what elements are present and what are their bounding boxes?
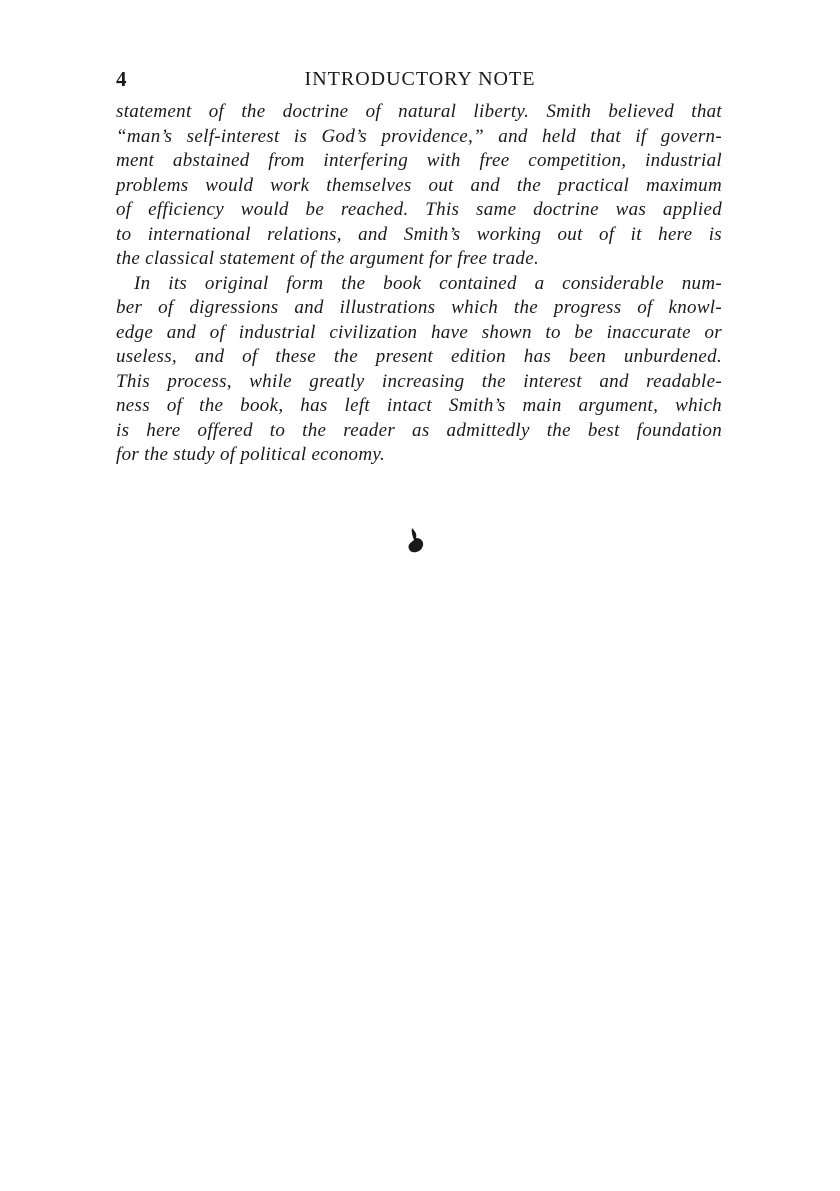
- running-head: INTRODUCTORY NOTE: [304, 68, 536, 90]
- text-line: edge and of industrial civilization have shown to be inaccurate or: [116, 321, 722, 343]
- text-line: for the study of political economy.: [116, 444, 386, 465]
- text-line: ber of digressions and illustrations which the progress of knowl-: [116, 297, 722, 318]
- text-line: ness of the book, has left intact Smith’s main argument, which: [116, 395, 722, 416]
- text-line: to international relations, and Smith’s working out of it here is: [116, 223, 722, 245]
- page-number: 4: [116, 67, 127, 91]
- text-line: statement of the doctrine of natural liberty. Smith believed that: [116, 101, 722, 122]
- fleuron-icon: [398, 526, 432, 556]
- text-line: This process, while greatly increasing the interest and readable-: [116, 370, 722, 392]
- text-line: of efficiency would be reached. This same doctrine was applied: [116, 199, 722, 220]
- text-line: problems would work themselves out and the practical maximum: [116, 174, 722, 196]
- text-line: is here offered to the reader as admittedly the best foundation: [116, 419, 722, 441]
- text-line: the classical statement of the argument for free trade.: [116, 248, 539, 269]
- text-line: ment abstained from interfering with free competition, industrial: [116, 150, 722, 171]
- text-line: “man’s self-interest is God’s providence,” and held that if govern-: [116, 125, 722, 147]
- body-text: [116, 100, 722, 468]
- text-line: useless, and of these the present edition has been unburdened.: [116, 346, 722, 367]
- text-line: In its original form the book contained a considerable num-: [134, 272, 722, 294]
